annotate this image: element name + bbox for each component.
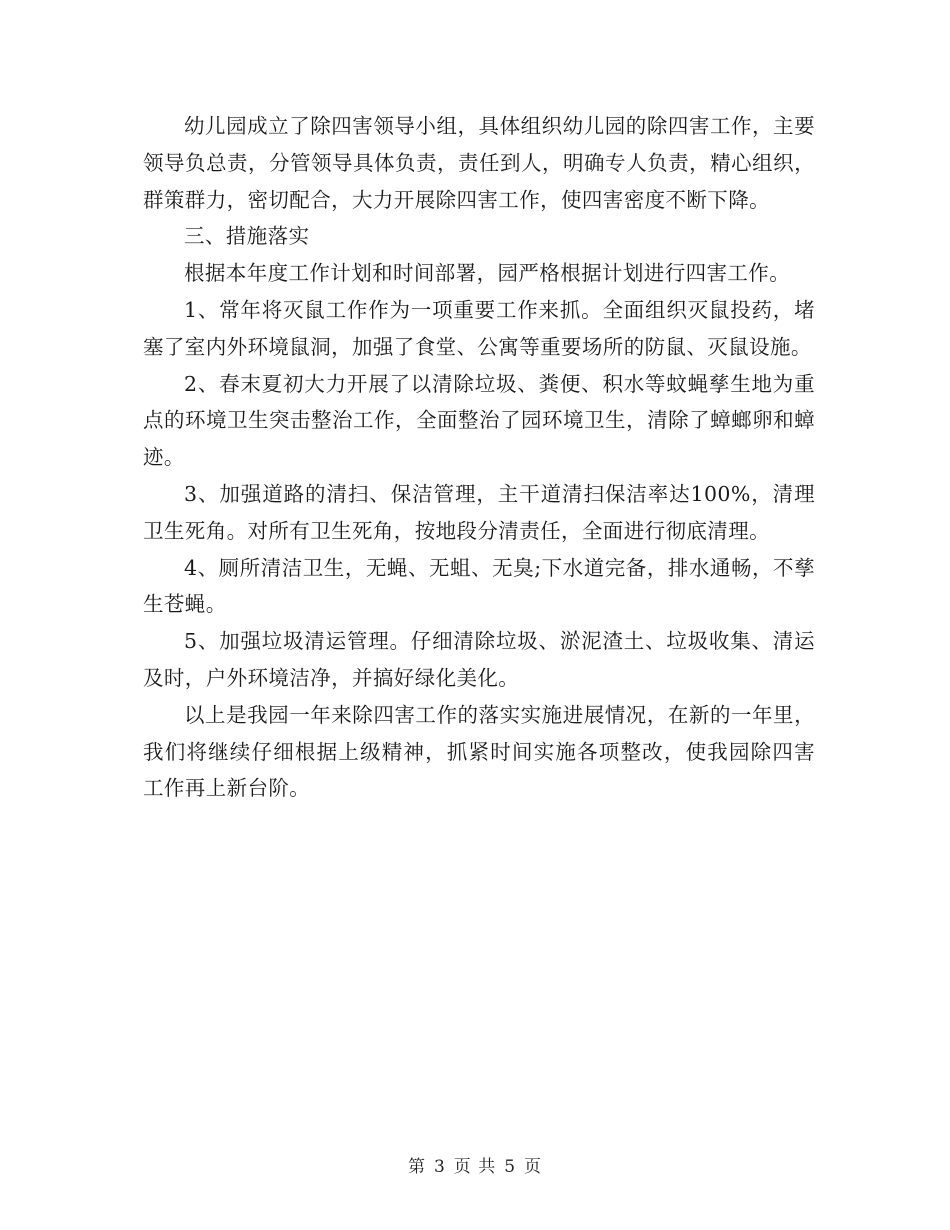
paragraph-item-5-garbage: 5、加强垃圾清运管理。仔细清除垃圾、淤泥渣土、垃圾收集、清运及时，户外环境洁净，并搞好绿化美化。: [143, 629, 815, 690]
paragraph-item-4-toilets: 4、厕所清洁卫生，无蝇、无蛆、无臭;下水道完备，排水通畅，不孳生苍蝇。: [143, 555, 815, 617]
paragraph-conclusion: 以上是我园一年来除四害工作的落实实施进展情况，在新的一年里，我们将继续仔细根据上级精神，抓紧时间实施各项整改，使我园除四害 工作再上新台阶。: [143, 702, 815, 801]
document-body: [143, 108, 815, 807]
paragraph-item-1-rodent-control: 1、常年将灭鼠工作作为一项重要工作来抓。全面组织灭鼠投药，堵塞了室内外环境鼠洞，加强了食堂、公寓等重要场所的防鼠、灭鼠设施。: [143, 297, 815, 359]
section-heading-measures: 三、措施落实: [184, 224, 310, 249]
paragraph-leadership-group: 幼儿园成立了除四害领导小组，具体组织幼儿园的除四害工作，主要领导负总责，分管领导具体负责，责任到人，明确专人负责，精心组织，群策群力，密切配合，大力开展除四害工作，使四害密度不断下降。: [143, 114, 815, 212]
page-footer: [0, 1152, 950, 1177]
footer-label-page: 第: [407, 1157, 426, 1177]
paragraph-item-3-road-cleaning: 3、加强道路的清扫、保洁管理，主干道清扫保洁率达100%，清理卫生死角。对所有卫生死角，按地段分清责任，全面进行彻底清理。: [143, 481, 815, 543]
paragraph-work-plan: 根据本年度工作计划和时间部署，园严格根据计划进行四害工作。: [184, 261, 791, 286]
footer-current-page: 3: [433, 1157, 446, 1177]
footer-label-end: 页: [524, 1157, 543, 1177]
footer-label-of: 页 共: [453, 1157, 497, 1177]
footer-total-pages: 5: [504, 1157, 517, 1177]
paragraph-item-2-sanitation: 2、春末夏初大力开展了以清除垃圾、粪便、积水等蚊蝇孳生地为重点的环境卫生突击整治工作，全面整治了园环境卫生，清除了蟑螂卵和蟑迹。: [143, 371, 815, 470]
